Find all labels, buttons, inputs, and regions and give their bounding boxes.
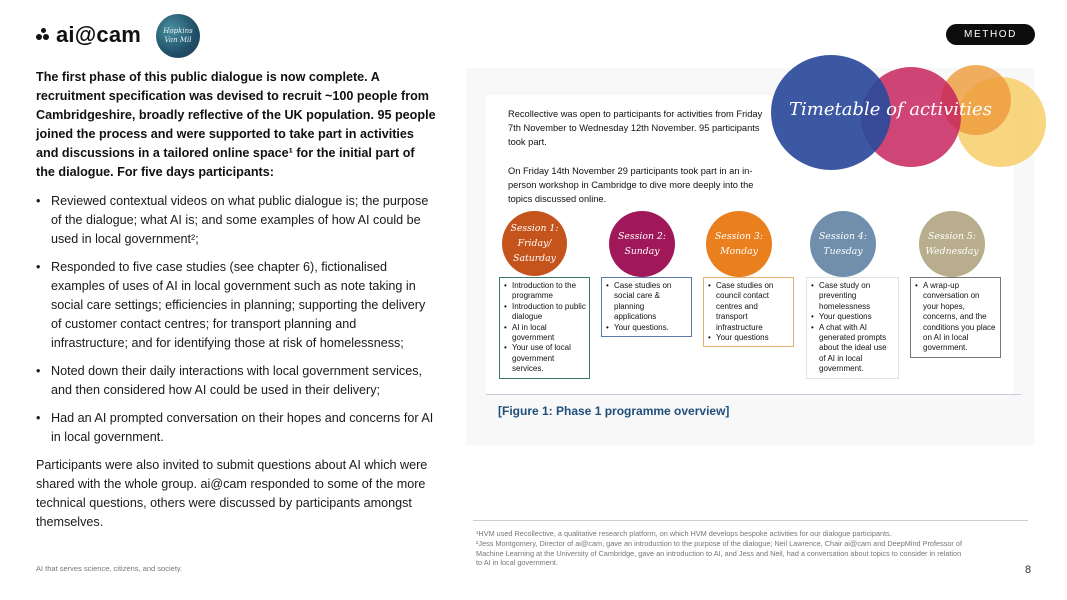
list-item: • Your questions. [606, 323, 688, 333]
list-item: • Introduction to the programme [504, 281, 586, 302]
list-item: • Your questions [708, 333, 790, 343]
session-3-box [703, 277, 794, 347]
figure-caption: [Figure 1: Phase 1 programme overview] [498, 404, 730, 418]
list-item: • Case study on preventing homelessness [811, 281, 895, 312]
figure-canvas [486, 95, 1014, 395]
figure-divider [486, 394, 1021, 395]
list-item: • A wrap-up conversation on your hopes, concerns, and the conditions you place on AI in local government. [915, 281, 997, 354]
session-5-circle [919, 211, 985, 277]
session-4-box [806, 277, 899, 379]
session-3-circle [706, 211, 772, 277]
method-section-button[interactable]: METHOD [946, 24, 1035, 45]
session-5-box [910, 277, 1001, 358]
programme-figure [466, 68, 1034, 445]
list-item: • Your questions [811, 312, 895, 322]
session-1-box [499, 277, 590, 379]
page-number: 8 [1025, 564, 1032, 576]
closing-paragraph: Participants were also invited to submit questions about AI which were shared with the whole group. ai@cam responded to some of the more technical questions, others were discussed by participants amongst themselves. [36, 458, 428, 529]
list-item: • Responded to five case studies (see chapter 6), fictionalised examples of uses of AI in local government such as note taking in social care settings; efficiencies in planning; supporting the delivery of customer contact centres; for transport planning and infrastructure; and for identifying those at risk of homelessness; [36, 258, 436, 353]
list-item: • Had an AI prompted conversation on their hopes and concerns for AI in local government. [36, 409, 436, 447]
session-1-circle [502, 211, 567, 276]
logo-dots-icon [36, 28, 50, 42]
footnote-2: ²Jess Montgomery, Director of ai@cam, gave an introduction to the purpose of the dialogue; Neil Lawrence, Chair ai@cam and DeepMind Professor of Machine Learning at the University of Cambridge, gave an introduction to AI, and Jess and Neil, had a conversation about topics to consider in relation to AI in local government. [476, 538, 962, 568]
list-item: • Noted down their daily interactions with local government services, and then considered how AI could be used in their delivery; [36, 362, 436, 400]
timetable-title: Timetable of activities [789, 99, 992, 120]
partner-logo-badge [156, 14, 200, 58]
session-label: Session 3: Monday [715, 231, 763, 257]
list-item: • Your use of local government services. [504, 343, 586, 374]
body-text-column [36, 68, 436, 532]
list-item: • Case studies on council contact centres and transport infrastructure [708, 281, 790, 333]
workshop-paragraph: On Friday 14th November 29 participants took part in an in-person workshop in Cambridge to dive more deeply into the topics discussed online. [508, 166, 754, 204]
list-item: • A chat with AI generated prompts about the ideal use of AI in local government. [811, 323, 895, 375]
footnotes [476, 529, 966, 568]
session-2-box [601, 277, 692, 337]
list-item: • AI in local government [504, 323, 586, 344]
footer-tagline: AI that serves science, citizens, and society. [36, 564, 183, 573]
ai-cam-logo [36, 22, 141, 48]
intro-paragraph: The first phase of this public dialogue is now complete. A recruitment specification was devised to recruit ~100 people from Cambridgeshire, broadly reflective of the UK population. 95 people joined the process and were supported to take part in activities and discussions in a tailored online space¹ for the initial part of the dialogue. For five days participants: [36, 70, 436, 179]
session-label: Session 5: Wednesday [925, 231, 979, 257]
session-4-circle [810, 211, 876, 277]
list-item: • Case studies on social care & planning applications [606, 281, 688, 323]
session-2-circle [609, 211, 675, 277]
session-label: Session 4: Tuesday [819, 231, 867, 257]
session-label: Session 1: Friday/ Saturday [510, 223, 559, 264]
footnote-divider [473, 520, 1028, 521]
recollective-paragraph: Recollective was open to participants for activities from Friday 7th November to Wednesday 12th November. 95 participants took part. [508, 109, 763, 147]
list-item: • Introduction to public dialogue [504, 302, 586, 323]
session-label: Session 2: Sunday [618, 231, 666, 257]
activities-list [36, 192, 436, 447]
list-item: • Reviewed contextual videos on what public dialogue is; the purpose of the dialogue; what AI is; and some examples of how AI could be used in local government²; [36, 192, 436, 249]
footnote-1: ¹HVM used Recollective, a qualitative research platform, on which HVM develops bespoke activities for our dialogue participants. [476, 529, 892, 538]
logo-text: ai@cam [56, 22, 142, 47]
partner-logo-text: Hopkins Van Mil [163, 27, 193, 44]
